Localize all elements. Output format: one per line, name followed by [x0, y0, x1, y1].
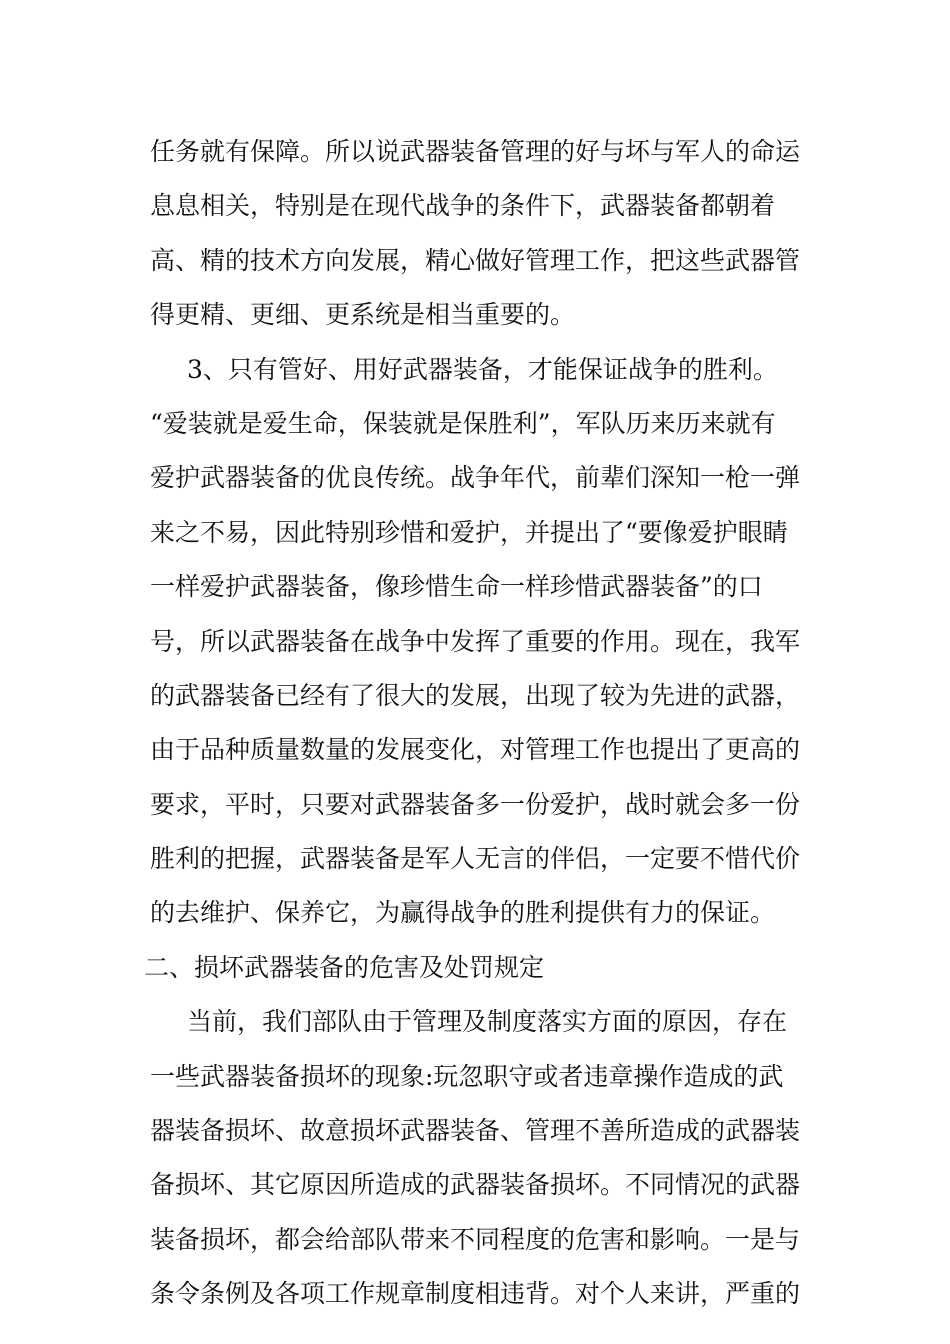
text-line: 号，所以武器装备在战争中发挥了重要的作用。现在，我军 [150, 626, 801, 656]
text-line: 一些武器装备损坏的现象:玩忽职守或者违章操作造成的武 [150, 1061, 784, 1091]
text-line: “爱装就是爱生命，保装就是保胜利”，军队历来历来就有 [150, 408, 776, 438]
text-line: 装备损坏，都会给部队带来不同程度的危害和影响。一是与 [150, 1224, 801, 1254]
text-line: 一样爱护武器装备，像珍惜生命一样珍惜武器装备”的口 [150, 572, 763, 602]
text-line: 任务就有保障。所以说武器装备管理的好与坏与军人的命运 [150, 137, 801, 166]
text-line: 胜利的把握，武器装备是军人无言的伴侣，一定要不惜代价 [150, 844, 801, 874]
paragraph-start: 当前，我们部队由于管理及制度落实方面的原因，存在 [187, 1007, 788, 1037]
numbered-paragraph-start: 3、只有管好、用好武器装备，才能保证战争的胜利。 [187, 354, 778, 384]
text-line: 器装备损坏、故意损坏武器装备、管理不善所造成的武器装 [150, 1116, 801, 1146]
section-heading: 二、损坏武器装备的危害及处罚规定 [144, 952, 545, 982]
text-line: 息息相关，特别是在现代战争的条件下，武器装备都朝着 [150, 191, 776, 221]
text-line: 的去维护、保养它，为赢得战争的胜利提供有力的保证。 [150, 898, 776, 928]
text-line: 的武器装备已经有了很大的发展，出现了较为先进的武器， [150, 680, 801, 710]
text-line: 高、精的技术方向发展，精心做好管理工作，把这些武器管 [150, 245, 801, 275]
text-line: 得更精、更细、更系统是相当重要的。 [150, 300, 576, 330]
text-line: 备损坏、其它原因所造成的武器装备损坏。不同情况的武器 [150, 1170, 801, 1200]
text-line: 条令条例及各项工作规章制度相违背。对个人来讲，严重的 [150, 1279, 801, 1309]
text-line: 来之不易，因此特别珍惜和爱护，并提出了“要像爱护眼睛 [150, 517, 788, 547]
document-body [144, 125, 810, 1322]
text-line: 由于品种质量数量的发展变化，对管理工作也提出了更高的 [150, 735, 801, 765]
text-line: 爱护武器装备的优良传统。战争年代，前辈们深知一枪一弹 [150, 463, 801, 493]
text-line: 要求，平时，只要对武器装备多一份爱护，战时就会多一份 [150, 789, 801, 819]
